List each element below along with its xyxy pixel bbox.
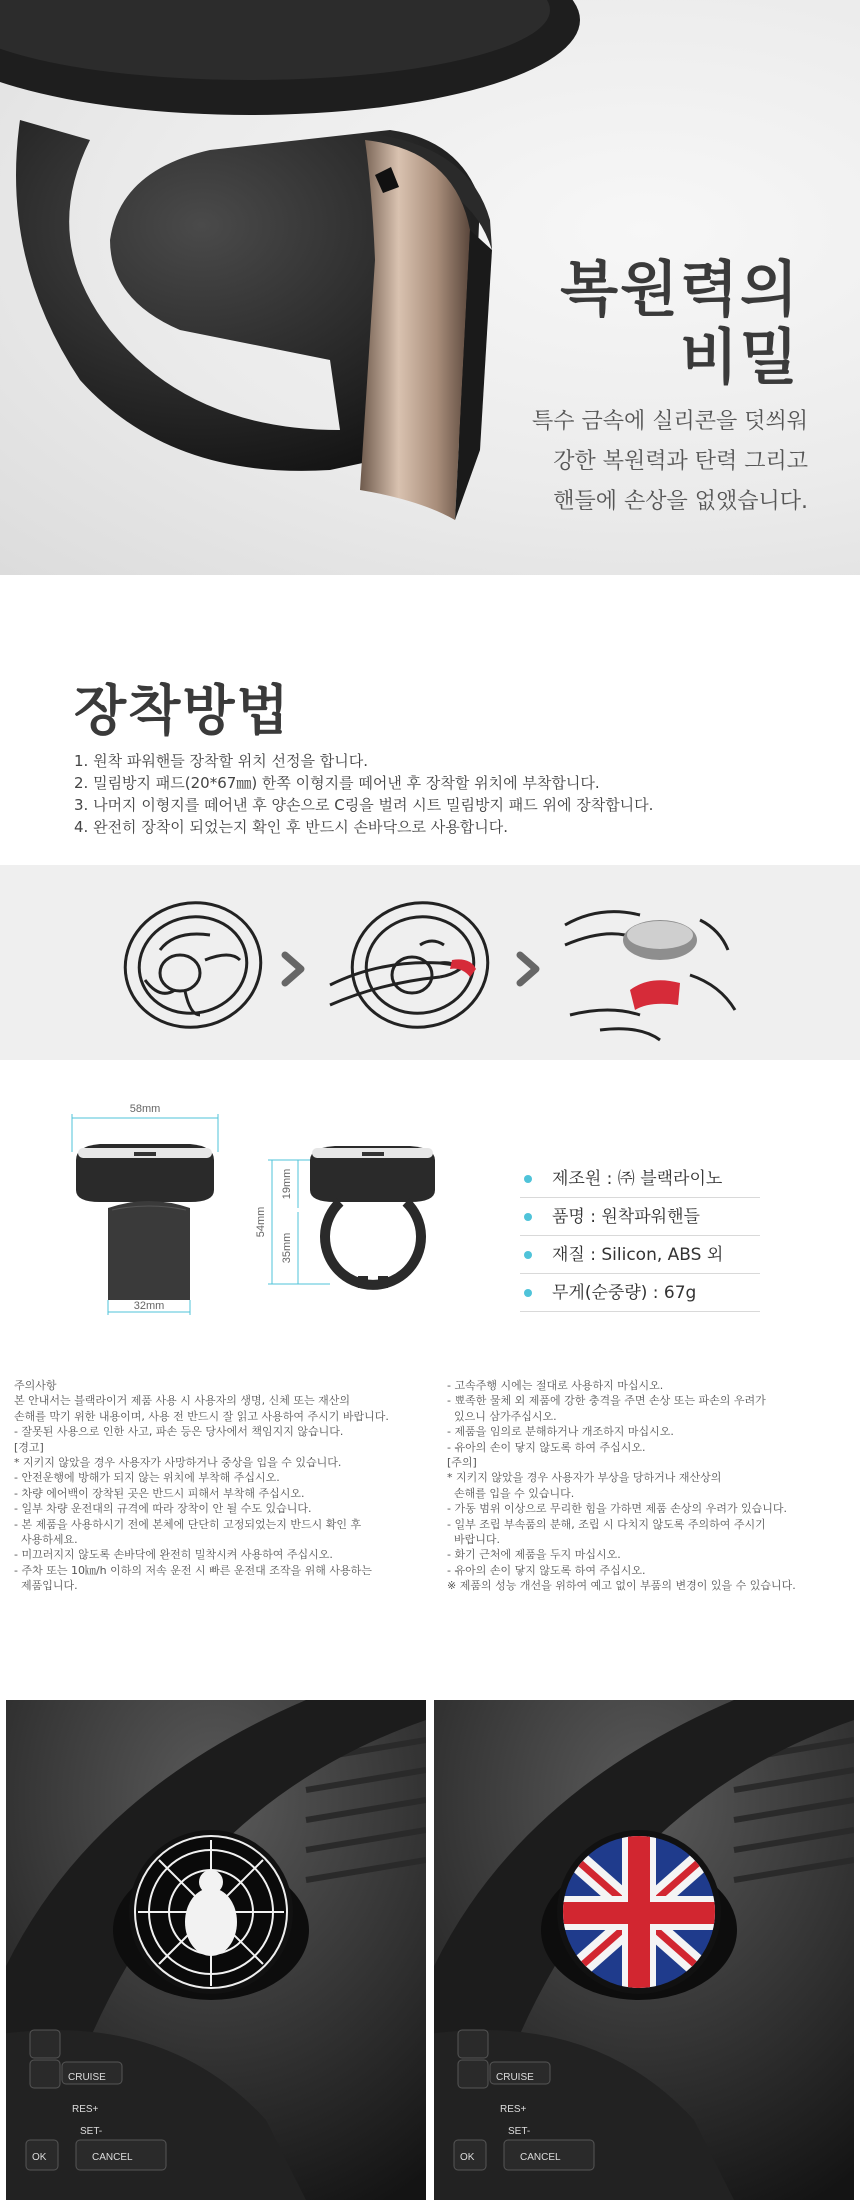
hero-description — [532, 402, 808, 522]
res-label: RES+ — [72, 2104, 99, 2115]
dim-width-bottom: 32mm — [133, 1300, 165, 1312]
notice-line: - 제품을 임의로 분해하거나 개조하지 마십시오. — [447, 1425, 674, 1439]
hero-desc-line: 강한 복원력과 탄력 그리고 — [553, 449, 808, 474]
hero-section — [0, 0, 860, 575]
notice-line: - 일부 조립 부속품의 분해, 조립 시 다치지 않도록 주의하여 주시기 — [447, 1517, 766, 1531]
install-diagram-strip — [0, 865, 860, 1060]
dim-height-total: 54mm — [255, 1206, 267, 1238]
spec-text: 무게(순중량) : 67g — [552, 1283, 697, 1303]
spec-list — [520, 1160, 760, 1312]
spec-item — [520, 1198, 760, 1236]
hero-title-line1: 복원력의 — [560, 255, 800, 325]
ok-label: OK — [460, 2152, 475, 2163]
spec-item — [520, 1160, 760, 1198]
spec-item — [520, 1236, 760, 1274]
hero-desc-line: 핸들에 손상을 없앴습니다. — [553, 489, 808, 514]
bullet-icon — [524, 1213, 532, 1221]
ok-label: OK — [32, 2152, 47, 2163]
notice-line: 손해를 막기 위한 내용이며, 사용 전 반드시 잘 읽고 사용하여 주시기 바랍니다. — [14, 1409, 389, 1423]
notice-line: 있으니 삼가주십시오. — [447, 1409, 557, 1423]
notice-line: - 차량 에어백이 장착된 곳은 반드시 피해서 부착해 주십시오. — [14, 1486, 305, 1500]
notice-left-column — [14, 1378, 444, 1594]
cruise-label: CRUISE — [68, 2072, 106, 2083]
notice-line: 손해를 입을 수 있습니다. — [447, 1486, 575, 1500]
bullet-icon — [524, 1251, 532, 1259]
spec-text: 품명 : 원착파워핸들 — [552, 1207, 700, 1227]
notice-line: - 잘못된 사용으로 인한 사고, 파손 등은 당사에서 책임지지 않습니다. — [14, 1425, 344, 1439]
install-steps — [74, 750, 653, 838]
notice-line: - 일부 차량 운전대의 규격에 따라 장착이 안 될 수도 있습니다. — [14, 1502, 312, 1516]
notice-line: [경고] — [14, 1440, 44, 1454]
set-label: SET- — [508, 2126, 531, 2137]
notice-line: 제품입니다. — [14, 1579, 78, 1593]
spec-text: 제조원 : ㈜ 블랙라이노 — [552, 1169, 723, 1189]
notice-line: - 유아의 손이 닿지 않도록 하여 주십시오. — [447, 1440, 646, 1454]
bullet-icon — [524, 1289, 532, 1297]
product-photo-unionjack — [434, 1700, 854, 2200]
cruise-label: CRUISE — [496, 2072, 534, 2083]
steering-wheel-icon — [114, 890, 273, 1040]
set-label: SET- — [80, 2126, 103, 2137]
notice-line: - 유아의 손이 닿지 않도록 하여 주십시오. — [447, 1563, 646, 1577]
notice-line: - 주차 또는 10㎞/h 이하의 저속 운전 시 빠른 운전대 조작을 위해 사용하는 — [14, 1563, 372, 1577]
dim-width-top: 58mm — [129, 1103, 161, 1115]
notice-line: * 지키지 않았을 경우 사용자가 부상을 당하거나 재산상의 — [447, 1471, 722, 1485]
install-title: 장착방법 — [74, 679, 291, 742]
dim-height-upper: 19mm — [281, 1168, 293, 1200]
notice-line: - 뾰족한 물체 외 제품에 강한 충격을 주면 손상 또는 파손의 우려가 — [447, 1394, 766, 1408]
arrow-right-icon — [520, 955, 536, 983]
install-step: 2. 밀림방지 패드(20*67㎜) 한쪽 이형지를 떼어낸 후 장착할 위치에 부착합니다. — [74, 774, 600, 792]
notice-line: - 미끄러지지 않도록 손바닥에 완전히 밀착시켜 사용하여 주십시오. — [14, 1548, 333, 1562]
notice-line: - 화기 근처에 제품을 두지 마십시오. — [447, 1548, 621, 1562]
res-label: RES+ — [500, 2104, 527, 2115]
dim-height-lower: 35mm — [281, 1232, 293, 1264]
install-diagram — [0, 865, 860, 1060]
hero-title-line2: 비밀 — [680, 323, 800, 393]
arrow-right-icon — [285, 955, 301, 983]
notice-line: * 지키지 않았을 경우 사용자가 사망하거나 중상을 입을 수 있습니다. — [14, 1456, 342, 1470]
knob-side-view — [310, 1146, 435, 1288]
notice-line: ※ 제품의 성능 개선을 위하여 예고 없이 부품의 변경이 있을 수 있습니다. — [447, 1579, 796, 1593]
install-step: 4. 완전히 장착이 되었는지 확인 후 반드시 손바닥으로 사용합니다. — [74, 818, 508, 836]
bullet-icon — [524, 1175, 532, 1183]
notice-line: - 본 제품을 사용하시기 전에 본체에 단단히 고정되었는지 반드시 확인 후 — [14, 1517, 362, 1531]
spec-text: 재질 : Silicon, ABS 외 — [552, 1245, 724, 1265]
cancel-label: CANCEL — [92, 2152, 133, 2163]
install-step: 1. 원착 파워핸들 장착할 위치 선정을 합니다. — [74, 752, 369, 770]
hero-title — [560, 256, 800, 392]
install-step: 3. 나머지 이형지를 떼어낸 후 양손으로 C링을 벌려 시트 밀림방지 패드 위에 장착합니다. — [74, 796, 654, 814]
notice-line: [주의] — [447, 1456, 477, 1470]
cancel-label: CANCEL — [520, 2152, 561, 2163]
notice-line: 본 안내서는 블랙라이거 제품 사용 시 사용자의 생명, 신체 또는 재산의 — [14, 1394, 350, 1408]
product-photo-spider — [6, 1700, 426, 2200]
notice-line: 사용하세요. — [14, 1533, 78, 1547]
notice-line: - 고속주행 시에는 절대로 사용하지 마십시오. — [447, 1379, 664, 1392]
knob-front-view — [76, 1144, 214, 1300]
spec-item — [520, 1274, 760, 1312]
steering-wheel-hand-icon — [330, 890, 499, 1040]
notice-line: 주의사항 — [14, 1379, 57, 1392]
hero-desc-line: 특수 금속에 실리콘을 덧씌워 — [531, 409, 808, 434]
notice-line: - 가동 범위 이상으로 무리한 힘을 가하면 제품 손상의 우려가 있습니다. — [447, 1502, 787, 1516]
notice-right-column — [447, 1378, 857, 1594]
notice-line: - 안전운행에 방해가 되지 않는 위치에 부착해 주십시오. — [14, 1471, 280, 1485]
notice-line: 바랍니다. — [447, 1533, 501, 1547]
